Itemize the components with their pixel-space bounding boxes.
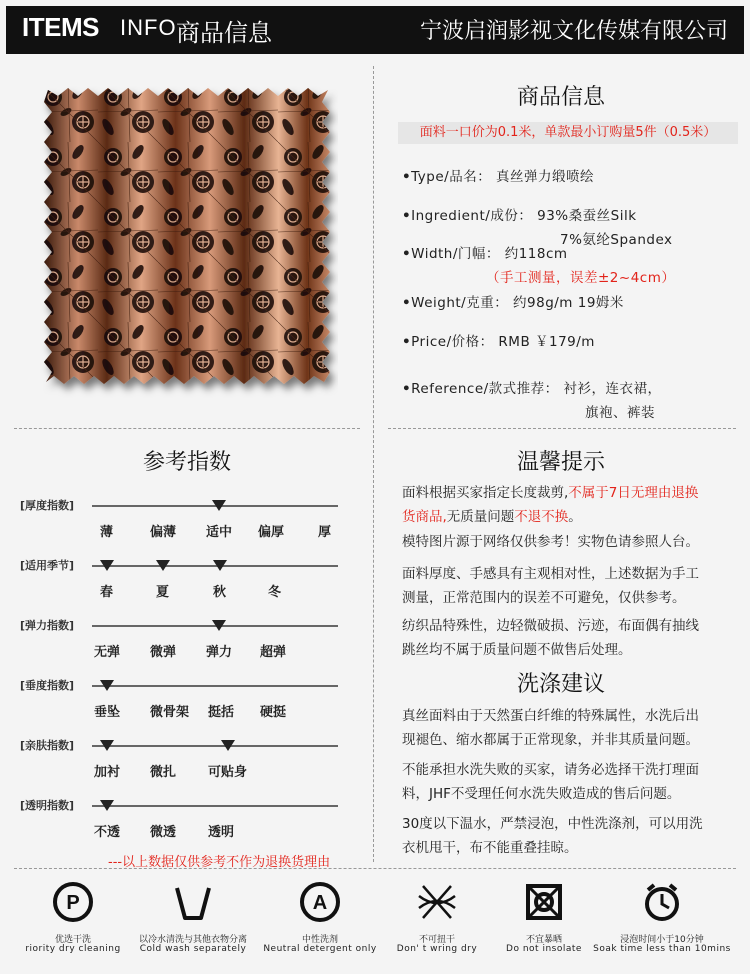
index-row-option: 硬挺 (260, 705, 287, 720)
tips-paragraph-1 (402, 481, 738, 529)
tips-p1-c: 货商品, (402, 509, 447, 525)
wash-p1-line1: 真丝面料由于天然蛋白纤维的特殊属性，水洗后出 (402, 708, 699, 724)
index-row-option: 春 (100, 585, 114, 600)
price-note-banner: 面料一口价为0.1米，单款最小订购量5件（0.5米） (398, 122, 738, 144)
index-row-option: 微骨架 (150, 705, 190, 720)
wash-title: 洗涤建议 (516, 672, 605, 697)
tips-paragraph-4 (402, 614, 738, 662)
index-row-scale-line (92, 805, 338, 807)
width-text: Width/门幅： 约118cm (411, 246, 568, 262)
index-selected-marker (221, 740, 235, 751)
care-label-cn: 不宜暴晒 (525, 935, 562, 945)
weight-row: •Weight/克重： 约98g/m 19姆米 (402, 295, 624, 311)
index-row-label: [亲肤指数] (20, 739, 75, 752)
tips-p1-d: 无质量问题 (446, 509, 515, 525)
index-row-option: 弹力 (206, 645, 233, 660)
soak-time-clock-icon (640, 880, 684, 928)
index-row-option: 垂坠 (94, 705, 121, 720)
care-label-cn: 不可扭干 (418, 935, 455, 945)
index-row-option: 薄 (100, 525, 114, 540)
tips-p1-b: 不属于7日无理由退换 (568, 485, 699, 501)
index-row-scale-line (92, 685, 338, 687)
tips-p1-e: 不退不换 (514, 509, 569, 525)
care-label-cn: 浸泡时间小于10分钟 (620, 935, 704, 945)
index-row-option: 加衬 (94, 765, 121, 780)
care-label-cn: 优选干洗 (54, 935, 91, 945)
index-row-option: 挺括 (208, 705, 235, 720)
ingredient-row-2: 7%氨纶Spandex (560, 232, 673, 248)
index-row-label: [适用季节] (20, 559, 75, 572)
index-row-option: 秋 (213, 585, 227, 600)
index-selected-marker (156, 560, 170, 571)
care-label-en: Soak time less than 10mins (593, 944, 731, 954)
care-label-en: Don' t wring dry (396, 944, 478, 954)
tips-paragraph-3 (402, 562, 738, 610)
index-selected-marker (212, 500, 226, 511)
tips-paragraph-2: 模特图片源于网络仅供参考！实物色请参照人台。 (402, 534, 699, 550)
index-row-label: [厚度指数] (20, 499, 75, 512)
index-row-option: 厚 (318, 525, 332, 540)
ingredient-row: •Ingredient/成份： 93%桑蚕丝Silk (402, 208, 637, 224)
no-wring-icon (415, 880, 459, 928)
width-row: •Width/门幅： 约118cm (402, 246, 568, 262)
wash-paragraph-2 (402, 758, 738, 806)
header-company: 宁波启润影视文化传媒有限公司 (419, 19, 728, 44)
ingredient-text: Ingredient/成份： 93%桑蚕丝Silk (411, 208, 637, 224)
tips-p3-line2: 测量，正常范围内的误差不可避免，仅供参考。 (402, 590, 686, 606)
tips-p4-line1: 纺织品特殊性，边轻微破损、污迹，布面偶有抽线 (402, 618, 699, 634)
horizontal-divider-left (14, 428, 360, 429)
tips-p3-line1: 面料厚度、手感具有主观相对性，上述数据为手工 (402, 566, 699, 582)
index-row-option: 微透 (150, 825, 177, 840)
index-row-label: [弹力指数] (20, 619, 75, 632)
index-row-label: [透明指数] (20, 799, 75, 812)
measure-note: （手工测量，误差±2~4cm） (486, 270, 676, 286)
index-selected-marker (100, 680, 114, 691)
index-row-option: 无弹 (94, 645, 121, 660)
index-row-option: 偏薄 (150, 525, 177, 540)
index-selected-marker (213, 560, 227, 571)
type-text: Type/品名： 真丝弹力缎喷绘 (411, 169, 594, 185)
care-label-en: riority dry cleaning (25, 944, 121, 954)
header-title: 商品信息 (176, 19, 272, 47)
price-row: •Price/价格： RMB ￥179/m (402, 334, 595, 350)
fabric-swatch-image (38, 82, 338, 402)
index-row-option: 微弹 (150, 645, 177, 660)
reference-index-title: 参考指数 (142, 450, 231, 475)
wash-p3-line2: 衣机甩干，布不能重叠挂晾。 (402, 840, 578, 856)
index-row-option: 冬 (268, 585, 282, 600)
vertical-divider (373, 66, 374, 862)
dry-clean-p-icon (51, 880, 95, 928)
index-row-option: 偏厚 (258, 525, 285, 540)
index-row-option: 微扎 (150, 765, 177, 780)
reference-row-2: 旗袍、裤装 (585, 405, 655, 421)
price-text: Price/价格： RMB ￥179/m (411, 334, 595, 350)
reference-row: •Reference/款式推荐： 衬衫，连衣裙， (402, 381, 662, 397)
index-row-option: 透明 (208, 825, 235, 840)
type-row: •Type/品名： 真丝弹力缎喷绘 (402, 169, 594, 185)
wash-p2-line2: 料，JHF不受理任何水洗失败造成的售后问题。 (402, 786, 681, 802)
reference-text: Reference/款式推荐： 衬衫，连衣裙， (411, 381, 662, 397)
index-selected-marker (100, 800, 114, 811)
index-selected-marker (100, 740, 114, 751)
wash-p3-line1: 30度以下温水，严禁浸泡，中性洗涤剂，可以用洗 (402, 816, 703, 832)
index-row-label: [垂度指数] (20, 679, 75, 692)
header-info-label: INFO (120, 15, 177, 40)
horizontal-divider-right (388, 428, 736, 429)
index-row-scale-line (92, 745, 338, 747)
cold-wash-tub-icon (171, 880, 215, 928)
wash-p1-line2: 现褪色、缩水都属于正常现象，并非其质量问题。 (402, 732, 699, 748)
wash-p2-line1: 不能承担水洗失败的买家，请务必选择干洗打理面 (402, 762, 699, 778)
no-insolate-icon (522, 880, 566, 928)
tips-p4-line2: 跳丝均不属于质量问题不做售后处理。 (402, 642, 632, 658)
care-label-cn: 中性洗剂 (301, 935, 338, 945)
care-label-cn: 以冷水清洗与其他衣物分离 (138, 935, 247, 945)
tips-p1-f: 。 (568, 509, 582, 525)
index-row-option: 不透 (94, 825, 121, 840)
care-label-en: Neutral detergent only (263, 944, 377, 954)
index-selected-marker (212, 620, 226, 631)
care-label-en: Do not insolate (506, 944, 582, 954)
tips-p1-a: 面料根据买家指定长度裁剪, (402, 485, 569, 501)
wash-paragraph-1 (402, 704, 738, 752)
index-selected-marker (100, 560, 114, 571)
product-info-title: 商品信息 (516, 85, 605, 110)
header-items-label: ITEMS (22, 12, 99, 42)
index-row-option: 适中 (206, 525, 233, 540)
index-row-option: 可贴身 (208, 765, 248, 780)
care-label-en: Cold wash separately (139, 944, 247, 954)
index-row-option: 超弹 (260, 645, 287, 660)
reference-index-disclaimer: ---以上数据仅供参考不作为退换货理由 (108, 855, 331, 870)
neutral-detergent-a-icon (298, 880, 342, 928)
index-row-option: 夏 (156, 585, 170, 600)
tips-title: 温馨提示 (516, 450, 605, 475)
svg-text:P: P (66, 892, 80, 914)
wash-paragraph-3 (402, 812, 738, 860)
weight-text: Weight/克重： 约98g/m 19姆米 (411, 295, 624, 311)
svg-text:A: A (312, 892, 328, 914)
